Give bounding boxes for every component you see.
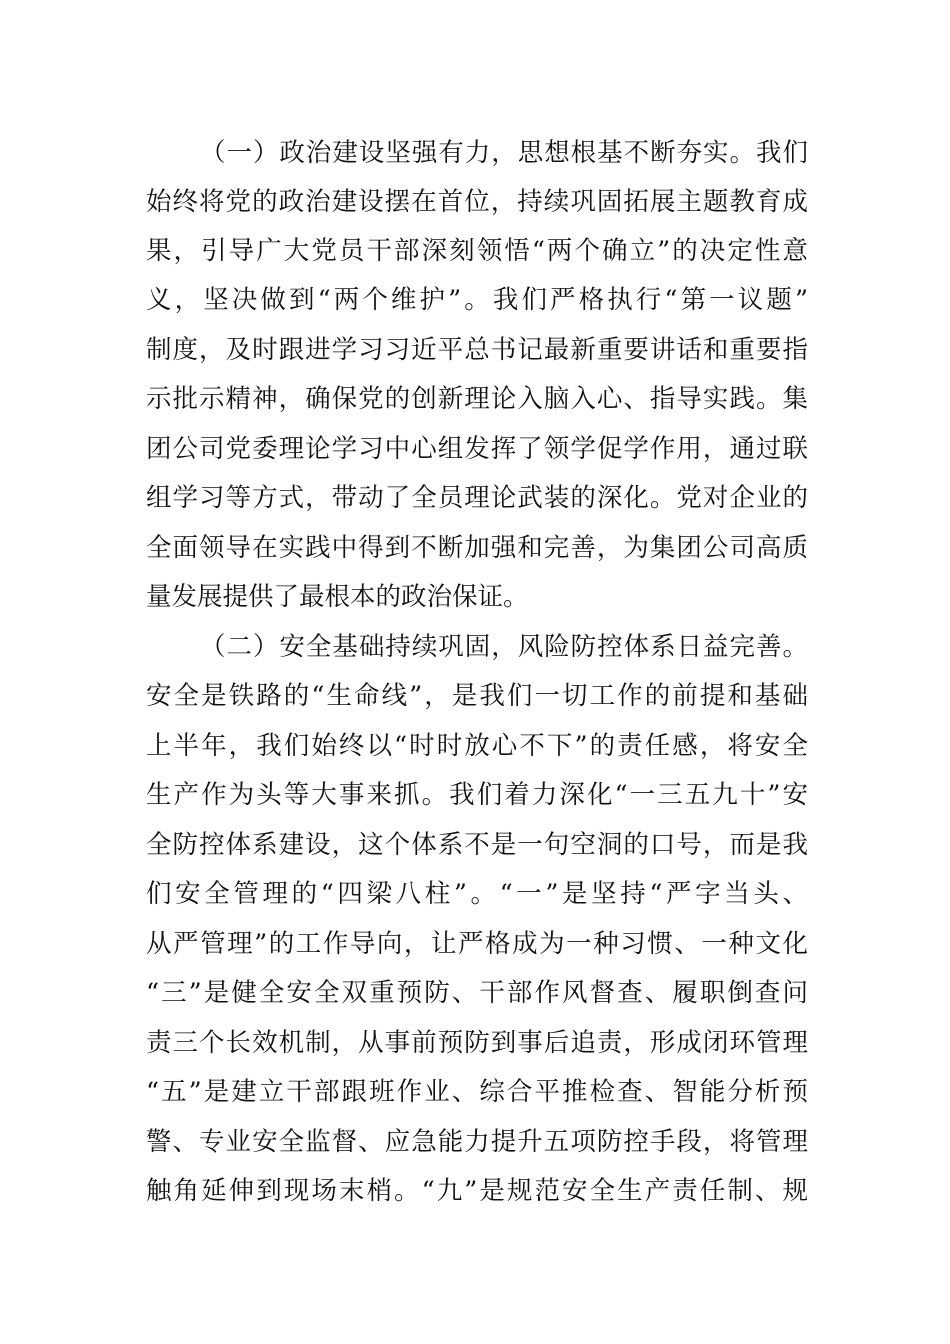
- paragraph-2-line-3: 上半年，我们始终以“时时放心不下”的责任感，将安全: [146, 731, 808, 761]
- paragraph-1-line-1: （一）政治建设坚强有力，思想根基不断夯实。我们: [200, 138, 808, 168]
- paragraph-1-line-7: 团公司党委理论学习中心组发挥了领学促学作用，通过联: [146, 434, 808, 464]
- paragraph-1-line-9: 全面领导在实践中得到不断加强和完善，为集团公司高质: [146, 533, 808, 563]
- paragraph-2-line-8: “三”是健全安全双重预防、干部作风督查、履职倒查问: [146, 978, 808, 1008]
- paragraph-2-line-4: 生产作为头等大事来抓。我们着力深化“一三五九十”安: [146, 780, 808, 810]
- paragraph-1-line-10: 量发展提供了最根本的政治保证。: [146, 582, 529, 612]
- paragraph-2-line-2: 安全是铁路的“生命线”，是我们一切工作的前提和基础: [146, 681, 808, 711]
- paragraph-2-line-1: （二）安全基础持续巩固，风险防控体系日益完善。: [200, 632, 808, 662]
- paragraph-1-line-5: 制度，及时跟进学习习近平总书记最新重要讲话和重要指: [146, 335, 808, 365]
- paragraph-2-line-12: 触角延伸到现场末梢。“九”是规范安全生产责任制、规: [146, 1176, 808, 1206]
- paragraph-2-line-9: 责三个长效机制，从事前预防到事后追责，形成闭环管理: [146, 1028, 808, 1058]
- paragraph-1-line-8: 组学习等方式，带动了全员理论武装的深化。党对企业的: [146, 483, 808, 513]
- paragraph-1-line-6: 示批示精神，确保党的创新理论入脑入心、指导实践。集: [146, 384, 808, 414]
- paragraph-1-line-2: 始终将党的政治建设摆在首位，持续巩固拓展主题教育成: [146, 187, 808, 217]
- paragraph-2-line-7: 从严管理”的工作导向，让严格成为一种习惯、一种文化: [146, 929, 808, 959]
- paragraph-1-line-3: 果，引导广大党员干部深刻领悟“两个确立”的决定性意: [146, 236, 808, 266]
- paragraph-1-line-4: 义，坚决做到“两个维护”。我们严格执行“第一议题”: [146, 285, 808, 315]
- paragraph-2-line-11: 警、专业安全监督、应急能力提升五项防控手段，将管理: [146, 1127, 808, 1157]
- paragraph-2-line-6: 们安全管理的“四梁八柱”。“一”是坚持“严字当头、: [146, 879, 808, 909]
- paragraph-2-line-5: 全防控体系建设，这个体系不是一句空洞的口号，而是我: [146, 830, 808, 860]
- paragraph-2-line-10: “五”是建立干部跟班作业、综合平推检查、智能分析预: [146, 1077, 808, 1107]
